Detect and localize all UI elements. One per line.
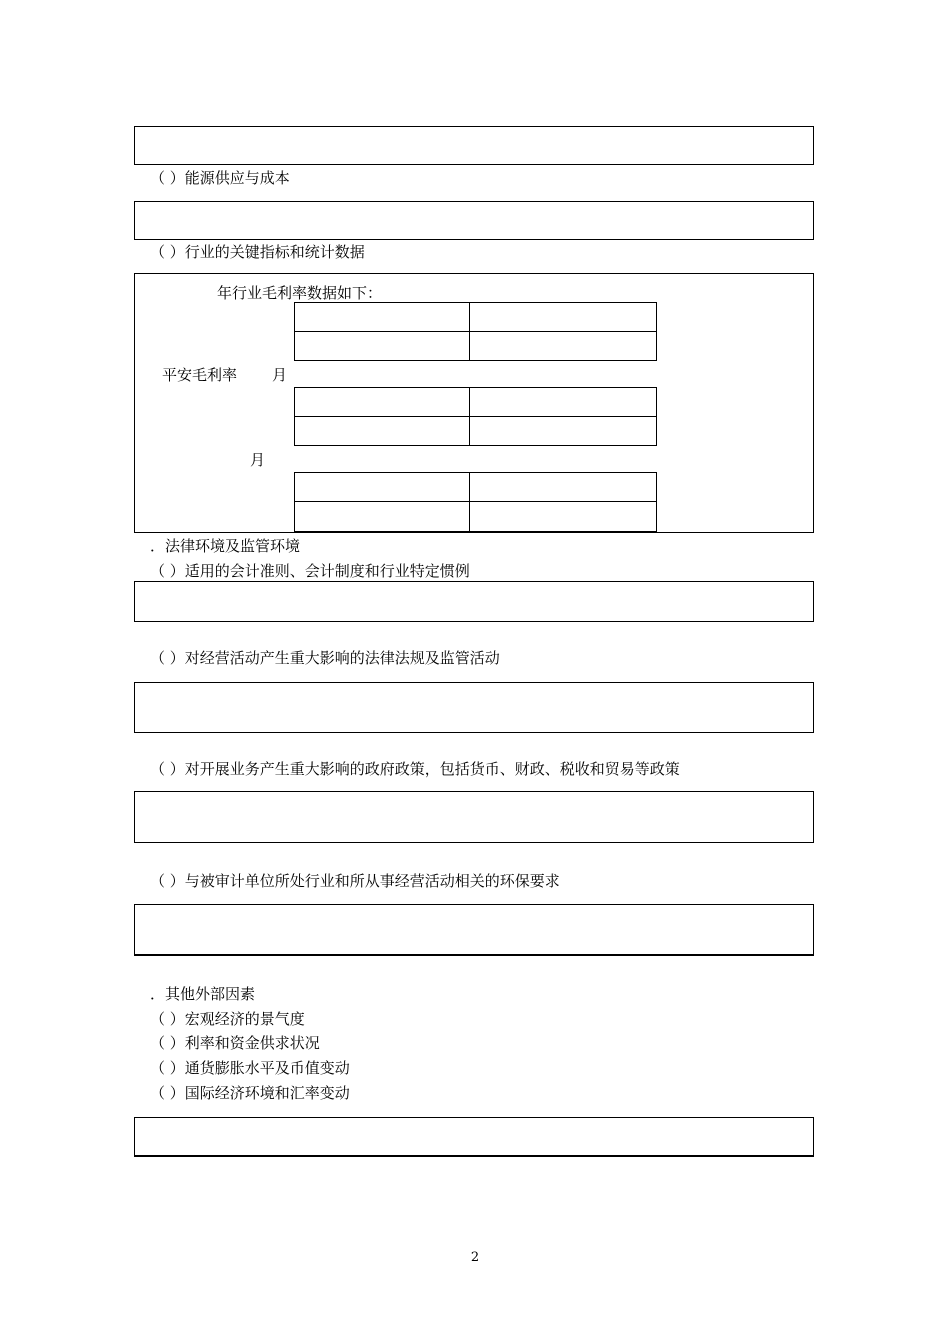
margin-data-box xyxy=(134,273,814,533)
margin-cell[interactable] xyxy=(294,331,470,361)
item-laws: （ ）对经营活动产生重大影响的法律法规及监管活动 xyxy=(150,649,500,667)
margin-cell[interactable] xyxy=(469,387,657,417)
margin-cell[interactable] xyxy=(294,501,470,532)
margin-cell[interactable] xyxy=(294,387,470,417)
margin-cell[interactable] xyxy=(469,472,657,502)
section-other: ．其他外部因素 xyxy=(150,985,256,1003)
margin-cell[interactable] xyxy=(294,302,470,332)
answer-box-other[interactable] xyxy=(134,1117,814,1157)
answer-box-policy[interactable] xyxy=(134,791,814,843)
margin-heading: 年行业毛利率数据如下： xyxy=(217,284,383,302)
item-policy: （ ）对开展业务产生重大影响的政府政策，包括货币、财政、税收和贸易等政策 xyxy=(150,760,680,778)
item-intl: （ ）国际经济环境和汇率变动 xyxy=(150,1084,350,1102)
item-inflation: （ ）通货膨胀水平及币值变动 xyxy=(150,1059,350,1077)
page-number: 2 xyxy=(470,1250,480,1265)
item-accounting: （ ）适用的会计准则、会计制度和行业特定惯例 xyxy=(150,562,470,580)
margin-cell[interactable] xyxy=(469,331,657,361)
margin-cell[interactable] xyxy=(294,472,470,502)
item-env: （ ）与被审计单位所处行业和所从事经营活动相关的环保要求 xyxy=(150,872,560,890)
month-label: 月 xyxy=(250,451,266,469)
answer-box-env[interactable] xyxy=(134,904,814,956)
margin-row-label: 平安毛利率 xyxy=(162,366,238,384)
margin-cell[interactable] xyxy=(294,416,470,446)
answer-box-energy[interactable] xyxy=(134,201,814,240)
item-interest: （ ）利率和资金供求状况 xyxy=(150,1034,320,1052)
month-label: 月 xyxy=(272,366,288,384)
margin-cell[interactable] xyxy=(469,416,657,446)
margin-cell[interactable] xyxy=(469,302,657,332)
answer-box-top[interactable] xyxy=(134,126,814,165)
answer-box-laws[interactable] xyxy=(134,682,814,733)
item-indicators: （ ）行业的关键指标和统计数据 xyxy=(150,243,365,261)
section-legal: ．法律环境及监管环境 xyxy=(150,537,301,555)
margin-cell[interactable] xyxy=(469,501,657,532)
item-energy: （ ）能源供应与成本 xyxy=(150,169,290,187)
answer-box-accounting[interactable] xyxy=(134,581,814,622)
item-macro: （ ）宏观经济的景气度 xyxy=(150,1010,305,1028)
